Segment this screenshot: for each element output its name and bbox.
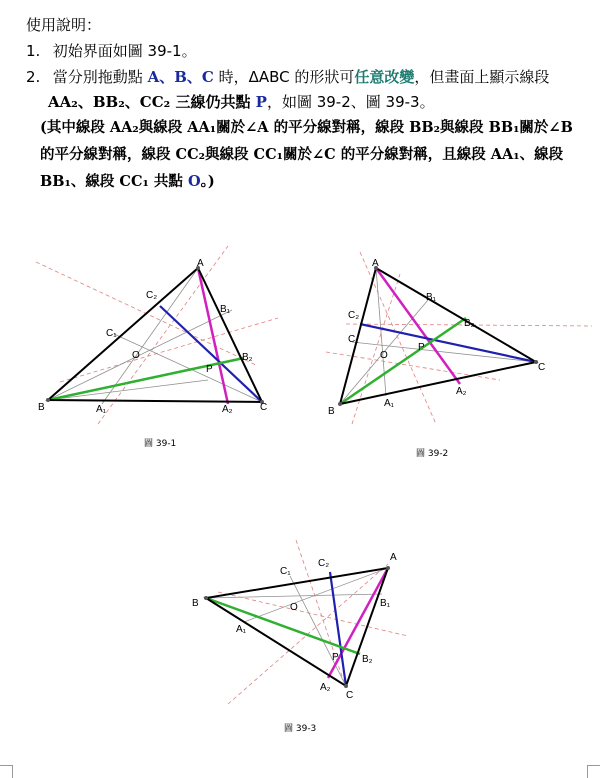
label-b2: B₂ (242, 352, 253, 363)
label-c2: C₂ (348, 310, 360, 321)
item-text-b: 時，ΔABC 的形狀可 (213, 68, 355, 86)
label-c2: C₂ (318, 558, 330, 569)
figure-39-2 (326, 252, 592, 424)
figure-39-3 (192, 540, 408, 704)
point-p-label: P (255, 93, 267, 111)
label-o: O (380, 350, 388, 361)
label-a: A (197, 258, 204, 269)
label-a: A (390, 552, 397, 563)
page-corner-mark-left (0, 765, 13, 778)
page-corner-mark-right (587, 765, 600, 778)
label-b: B (192, 598, 199, 609)
figure-39-1 (36, 246, 278, 424)
item-text-c: ，但畫面上顯示線段 (414, 68, 550, 86)
label-b: B (38, 402, 45, 413)
label-o: O (290, 602, 298, 613)
label-a1: A₁ (96, 404, 107, 415)
label-b1: B₁ (220, 304, 231, 315)
label-a: A (372, 258, 379, 269)
label-c: C (346, 690, 354, 701)
item-number: 1. (26, 42, 41, 60)
note-text-end: 。) (200, 173, 215, 190)
label-c1: C₁ (348, 334, 359, 345)
label-b: B (328, 406, 335, 417)
caption-figure-39-1: 圖 39-1 (144, 439, 177, 449)
label-b2: B₂ (464, 318, 475, 329)
emphasis-text: 任意改變 (354, 68, 415, 86)
label-a2: A₂ (222, 404, 233, 415)
label-c1: C₁ (280, 566, 291, 577)
item-text-a: 當分別拖動點 (52, 68, 148, 86)
caption-figure-39-2: 圖 39-2 (416, 449, 449, 459)
point-o-label: O (187, 173, 201, 190)
label-b1: B₁ (426, 292, 437, 303)
label-b2: B₂ (362, 654, 373, 665)
item-text: 初始界面如圖 39-1。 (52, 42, 197, 60)
item-text: AA₂、BB₂、CC₂ 三線仍共點 (48, 93, 256, 111)
label-c: C (538, 362, 546, 373)
label-p: P (206, 364, 213, 375)
label-a2: A₂ (320, 682, 331, 693)
label-a1: A₁ (236, 624, 247, 635)
label-b1: B₁ (380, 598, 391, 609)
label-a1: A₁ (384, 398, 395, 409)
item-number: 2. (26, 68, 41, 86)
page-heading: 使用說明： (26, 16, 102, 34)
label-c: C (260, 402, 268, 413)
label-c2: C₂ (146, 290, 158, 301)
caption-figure-39-3: 圖 39-3 (284, 724, 317, 734)
label-a2: A₂ (456, 386, 467, 397)
label-p: P (332, 652, 339, 663)
label-p: P (418, 342, 425, 353)
item-text: ，如圖 39-2、圖 39-3。 (266, 93, 435, 111)
label-c1: C₁ (106, 328, 117, 339)
note-text: (其中線段 AA₂與線段 AA₁關於∠A 的平分線對稱，線段 BB₂與線段 BB₁關於∠B 的平分線對稱，線段 CC₂與線段 CC₁關於∠C 的平分線對稱，且線段 AA₁、線段 BB₁、線段 CC₁ 共點 (40, 119, 573, 190)
points-label: A、B、C (147, 68, 214, 86)
label-o: O (132, 350, 140, 361)
